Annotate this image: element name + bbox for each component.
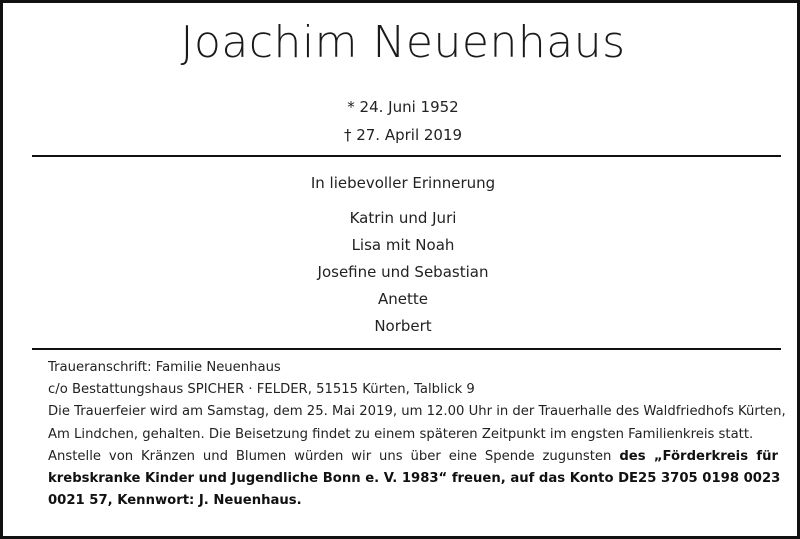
- mourner-name: Norbert: [374, 317, 432, 335]
- funeral-text-line: Am Lindchen, gehalten. Die Beisetzung findet zu einem späteren Zeitpunkt im engsten Familienkreis statt.: [48, 426, 754, 442]
- deceased-name: Joachim Neuenhaus: [180, 17, 626, 68]
- mourning-address: Traueranschrift: Familie Neuenhaus: [48, 360, 281, 375]
- mourner-name: Lisa mit Noah: [351, 236, 455, 254]
- divider-top: [32, 155, 781, 157]
- donation-text-line: [48, 446, 778, 468]
- notice-block: [48, 357, 786, 512]
- funeral-home-address: c/o Bestattungshaus SPICHER · FELDER, 51515 Kürten, Talblick 9: [48, 382, 475, 398]
- mourner-name: Josefine und Sebastian: [317, 263, 489, 281]
- mourner-name: Anette: [378, 290, 428, 308]
- donation-text-line: [48, 490, 778, 512]
- divider-bottom: [32, 348, 781, 350]
- donation-account: krebskranke Kinder und Jugendliche Bonn e. V. 1983“ freuen, auf das Konto DE25 3705 0198 0023: [48, 471, 781, 487]
- donation-keyword: 0021 57, Kennwort: J. Neuenhaus.: [48, 493, 302, 509]
- funeral-text-line: Die Trauerfeier wird am Samstag, dem 25. Mai 2019, um 12.00 Uhr in der Trauerhalle des Waldfriedhofs Kürten,: [48, 404, 786, 420]
- death-date: † 27. April 2019: [343, 126, 463, 144]
- mourner-name: Katrin und Juri: [349, 209, 457, 227]
- donation-recipient: des „Förderkreis für: [619, 448, 778, 464]
- donation-text-line: [48, 468, 781, 490]
- mourner-list: [3, 205, 800, 340]
- donation-intro: Anstelle von Kränzen und Blumen würden wir uns über eine Spende zugunsten: [48, 448, 620, 464]
- birth-date: * 24. Juni 1952: [347, 98, 459, 116]
- memorial-heading: In liebevoller Erinnerung: [310, 174, 496, 192]
